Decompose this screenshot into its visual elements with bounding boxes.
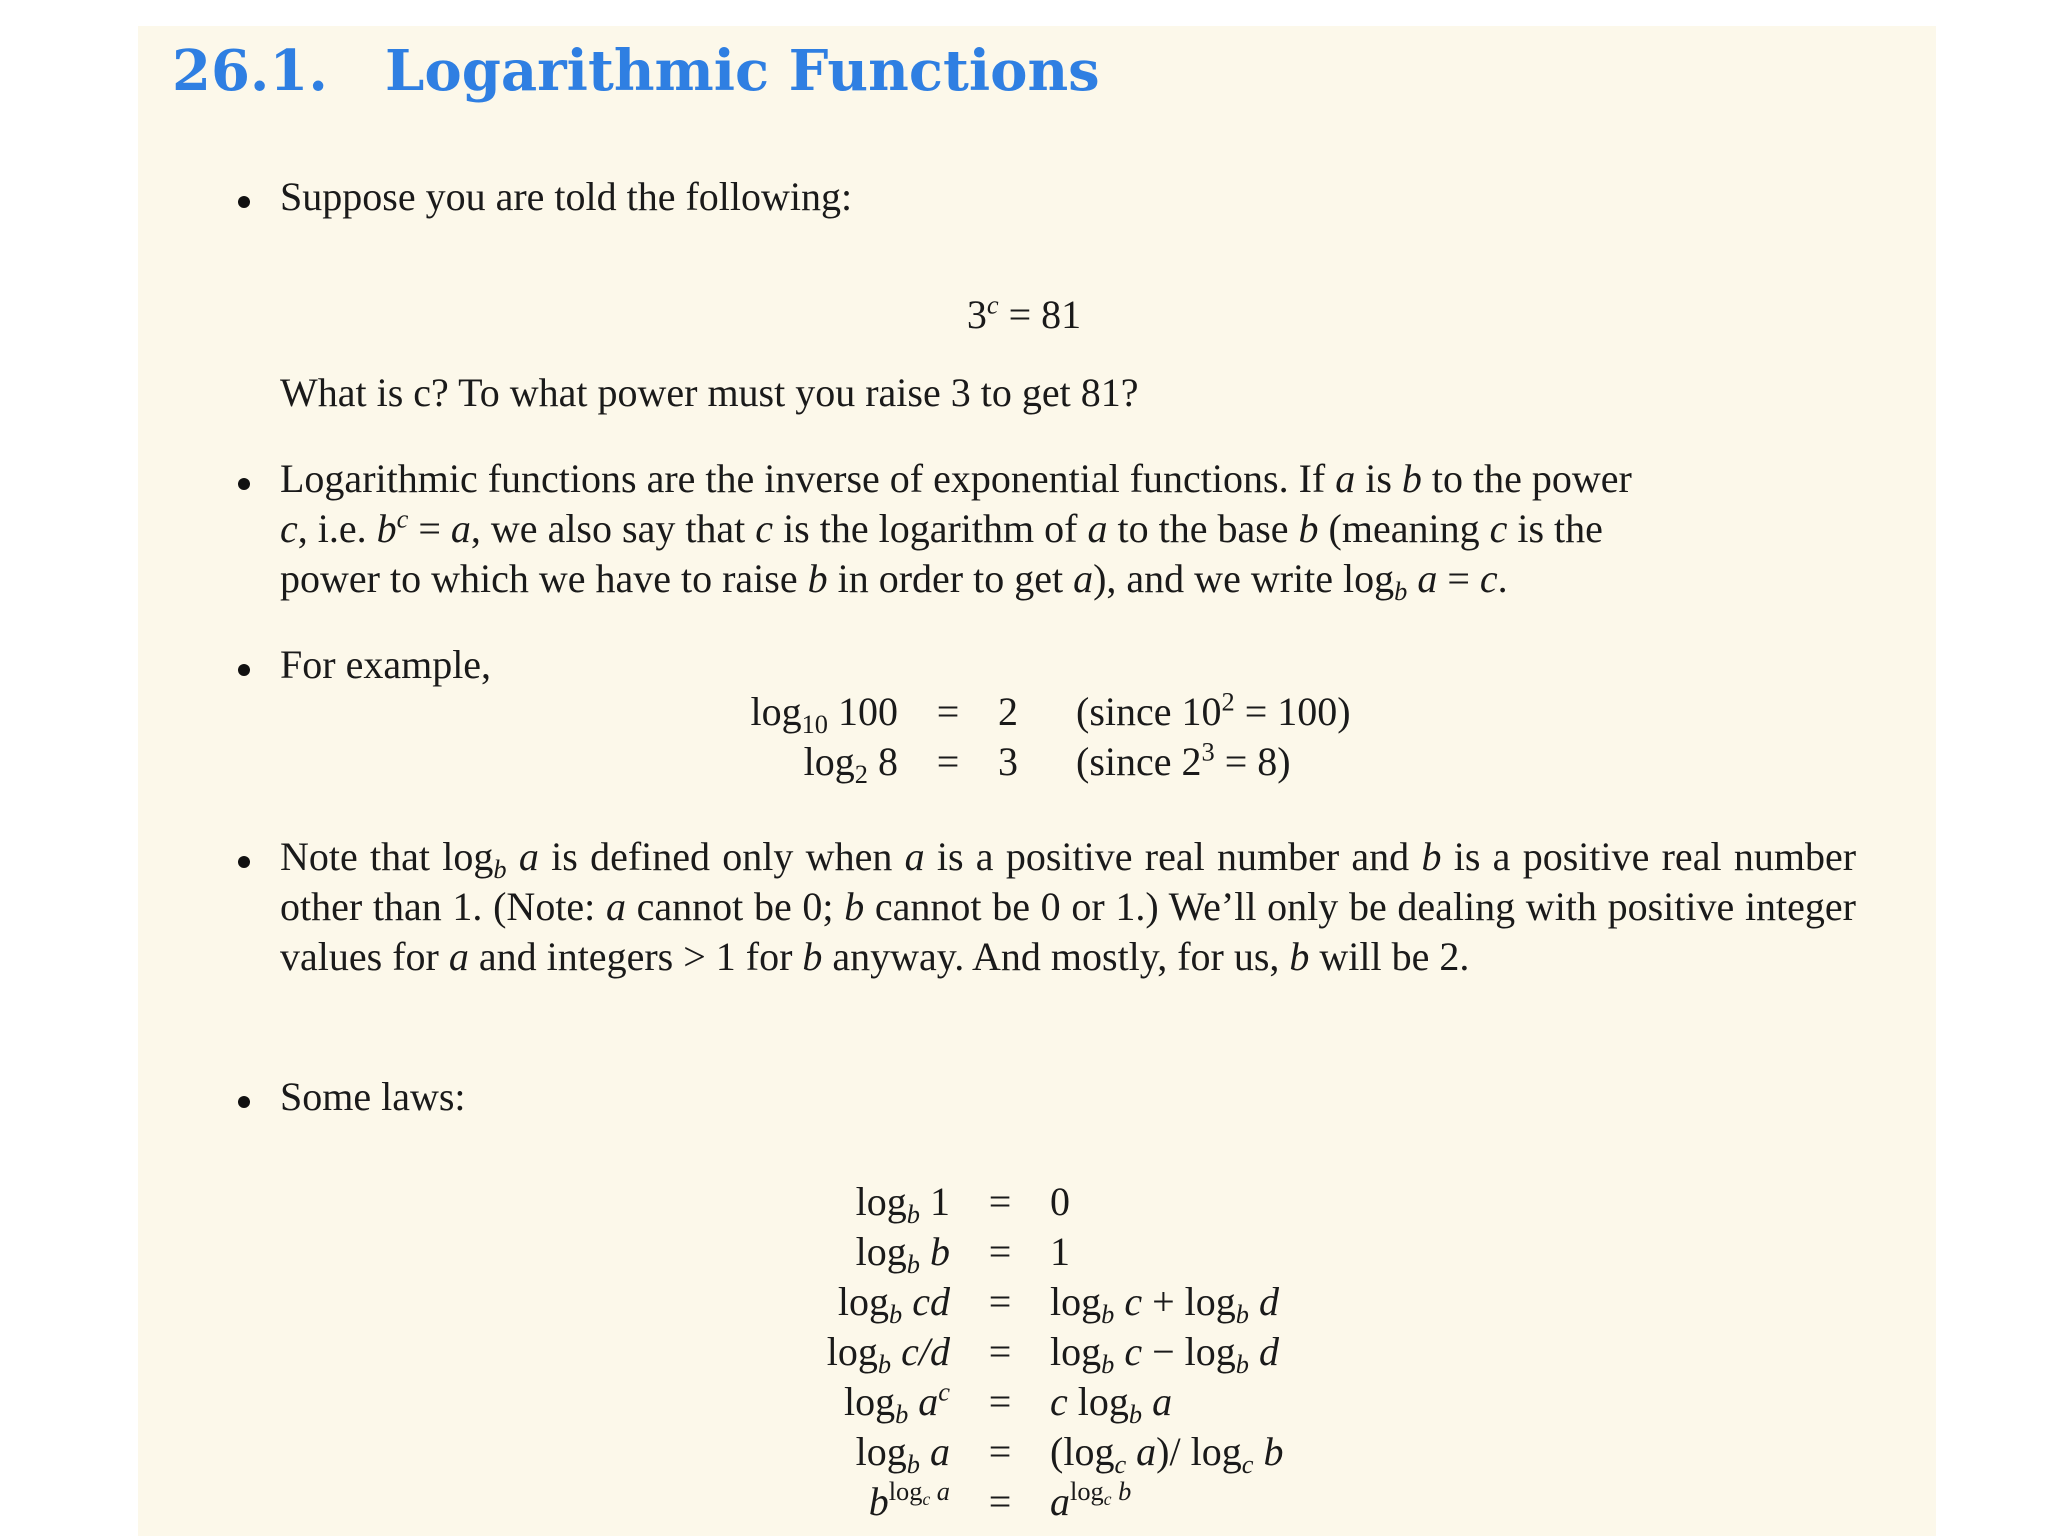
log-examples-table	[728, 685, 1351, 789]
log-laws-table	[800, 1176, 1283, 1526]
bullet-2-line-3: power to which we have to raise b in order to get a), and we write $\log_b a = c$.	[280, 556, 1508, 606]
bullet-dot	[238, 196, 250, 208]
example-row: $\log_{10} 100$ = 2 (since $10^2 = 100$)	[750, 685, 1351, 739]
example-row: $\log_2 8$ = 3 (since $2^3 = 8$)	[803, 735, 1291, 789]
law-row: $\log_b c/d$ = $\log_b c - \log_b d$	[826, 1328, 1279, 1379]
section-heading	[172, 38, 1100, 104]
law-row: $\log_b 1$ = 0	[855, 1178, 1070, 1229]
bullet-2-line-1: Logarithmic functions are the inverse of exponential functions. If a is b to the power	[280, 456, 1632, 501]
law-row: $b^{log_c a}$ = $a^{log_c b}$	[868, 1475, 1132, 1524]
bullet-2-line-2: c, i.e. $b^c = a$, we also say that c is the logarithm of a to the base b (meaning c is the	[280, 503, 1603, 551]
law-row: $\log_b$ cd = $\log_b c + \log_b d$	[837, 1278, 1279, 1329]
bullet-1-question: What is c? To what power must you raise 3 to get 81?	[280, 370, 1139, 415]
bullet-dot	[238, 1096, 250, 1108]
law-row: $\log_b a$ = ($\log_c$ a)/ $\log_c b$	[855, 1428, 1284, 1479]
bullet-4-paragraph: Note that $\log_b a$ is defined only when a is a positive real number and b is a positive real number other than 1. (Note: a cannot be 0; b cannot be 0 or 1.) We’ll only be dealing with positive integer values for a and integers > 1 for b anyway. And mostly, for us, b will be 2.	[280, 834, 1857, 979]
bullet-3-intro: For example,	[280, 642, 492, 687]
section-number: 26.1.	[172, 38, 328, 104]
section-title: Logarithmic Functions	[385, 38, 1100, 104]
bullet-1-intro: Suppose you are told the following:	[280, 174, 853, 219]
bullet-dot	[238, 856, 250, 868]
law-row: $\log_b b$ = 1	[855, 1228, 1070, 1279]
bullet-dot	[238, 664, 250, 676]
bullet-dot	[238, 478, 250, 490]
bullet-5-intro: Some laws:	[280, 1074, 466, 1119]
law-row: $\log_b a^c$ = c $\log_b a$	[843, 1375, 1173, 1429]
equation-3c-81: $3^c = 81$	[966, 289, 1082, 337]
